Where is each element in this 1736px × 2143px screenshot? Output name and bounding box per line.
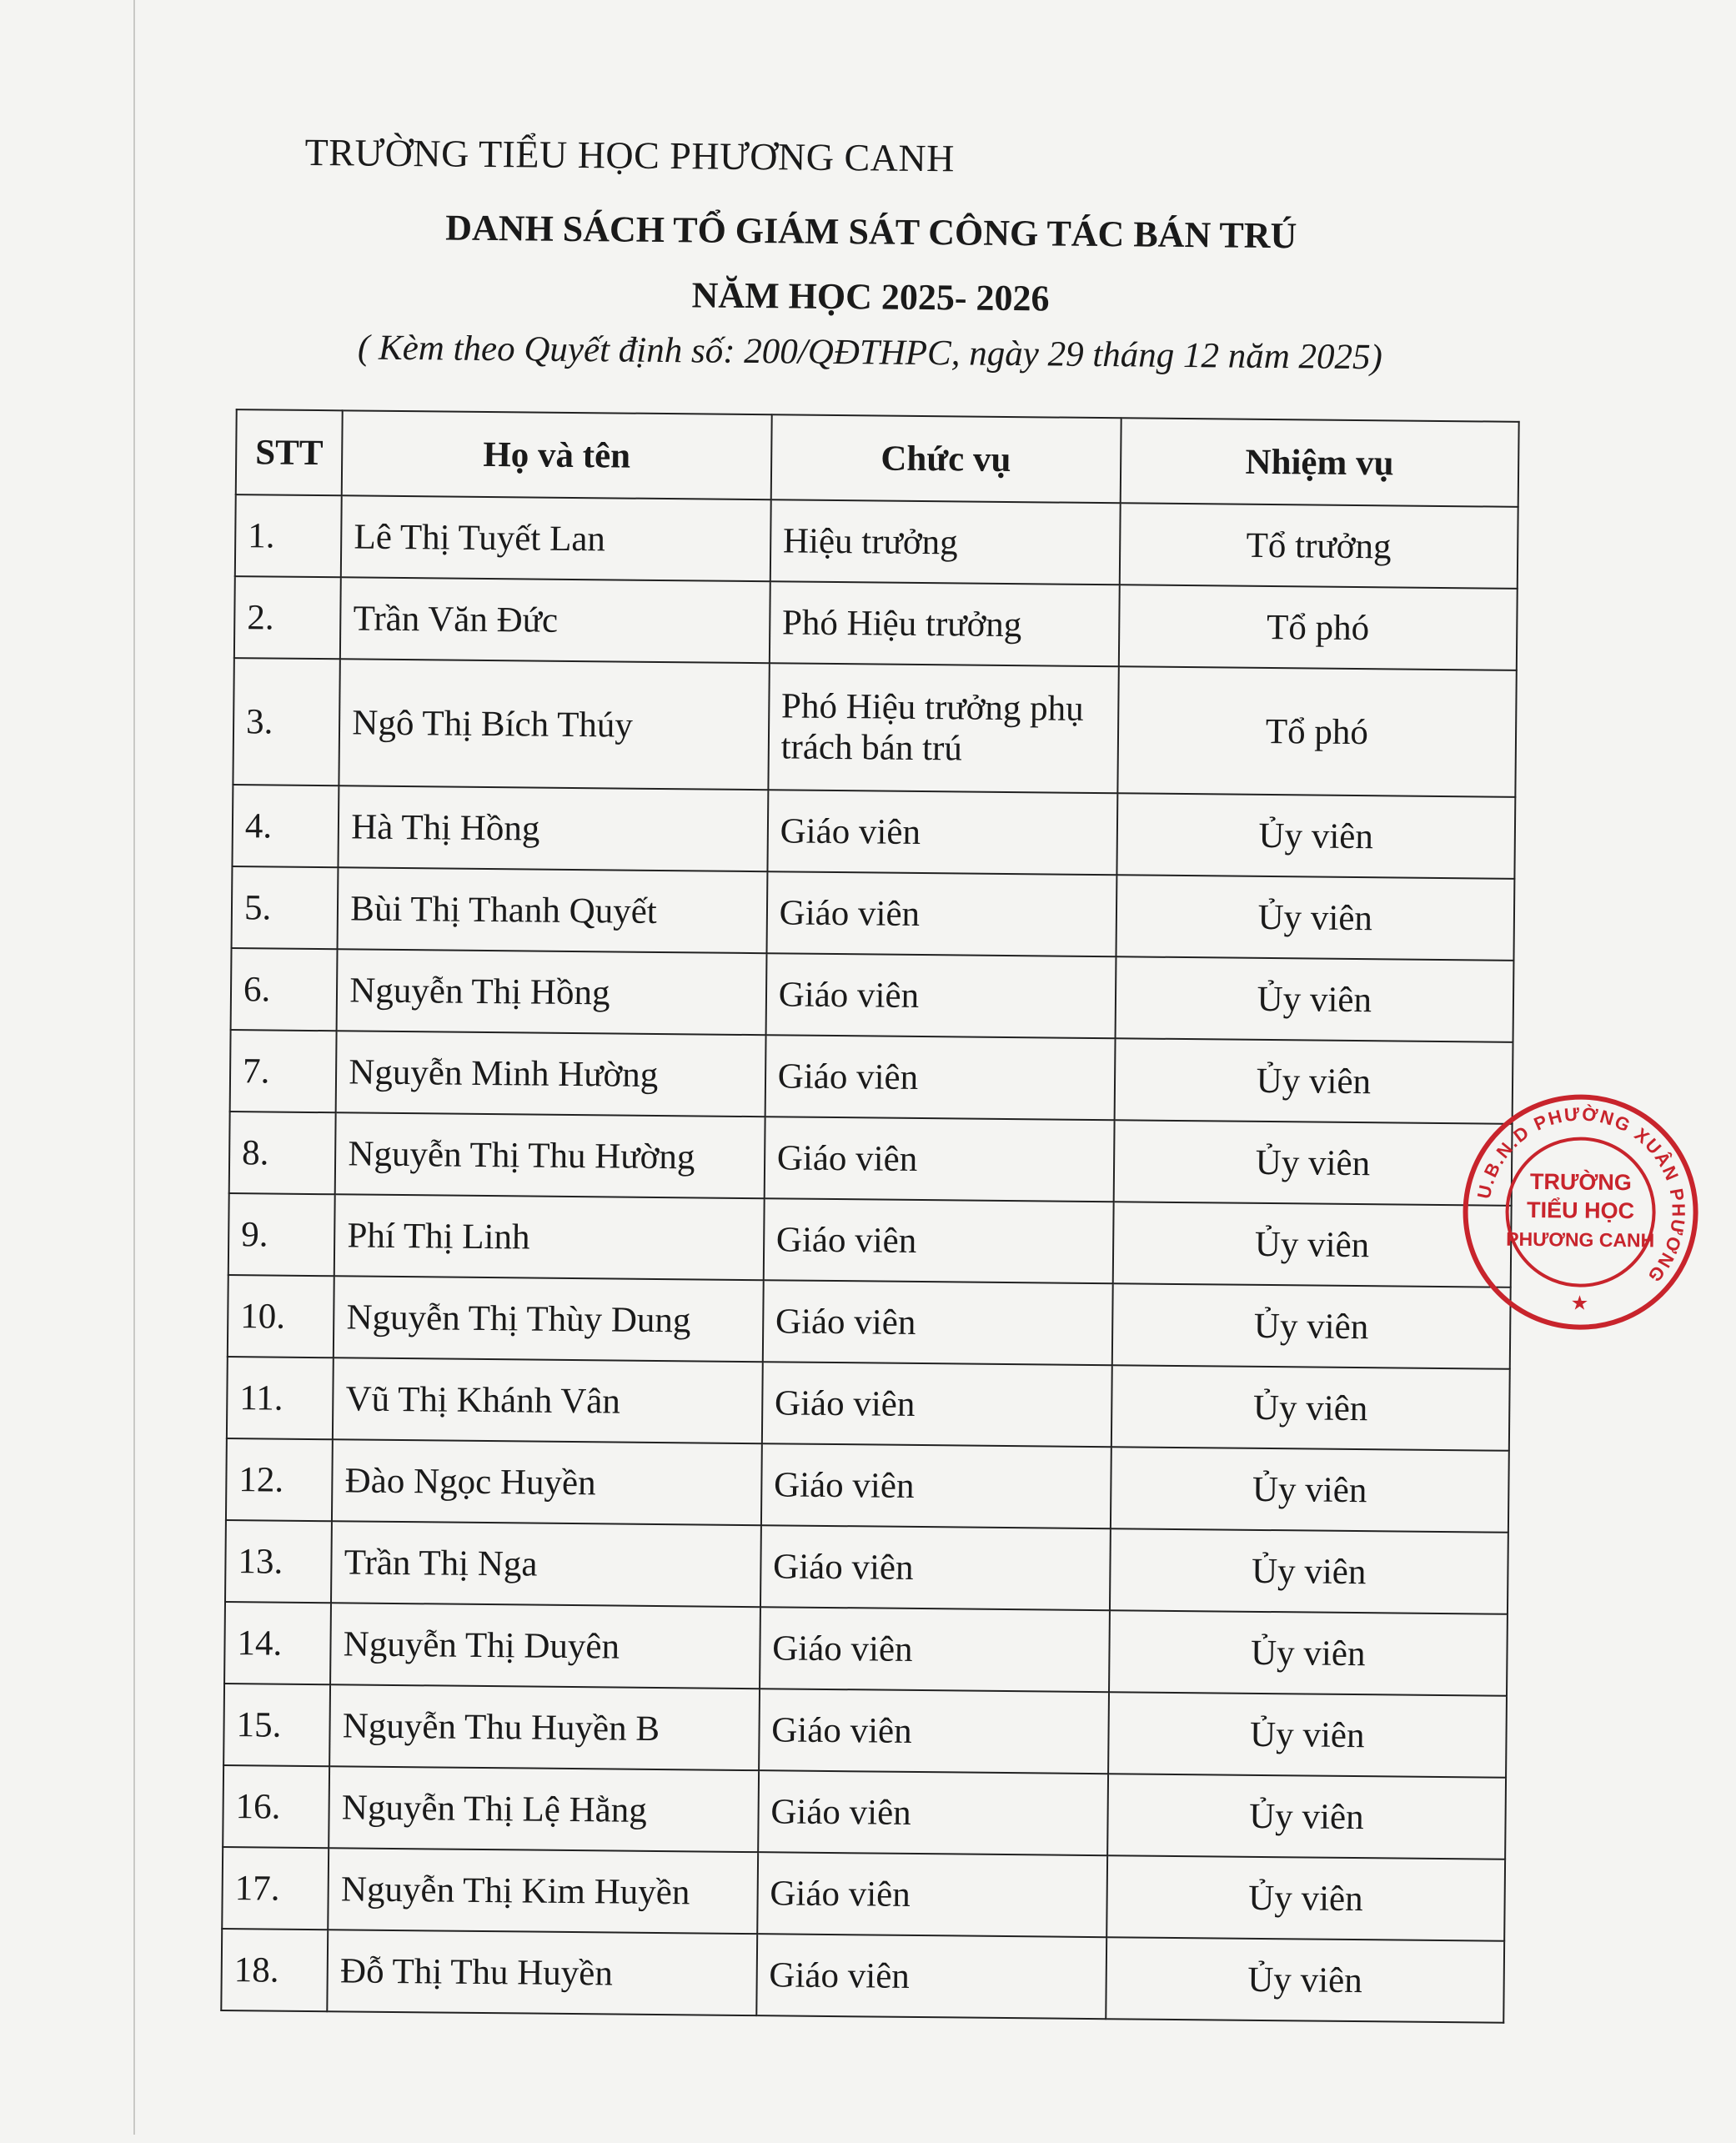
- table-row: [230, 1030, 1513, 1124]
- row-name: Nguyễn Minh Hường: [336, 1031, 765, 1117]
- document-title: DANH SÁCH TỔ GIÁM SÁT CÔNG TÁC BÁN TRÚ: [445, 207, 1297, 257]
- row-task: Ủy viên: [1111, 1365, 1510, 1451]
- row-task: Ủy viên: [1108, 1692, 1507, 1778]
- row-task: Ủy viên: [1107, 1774, 1506, 1859]
- row-name: Nguyễn Thị Thu Hường: [335, 1112, 765, 1198]
- row-position: Giáo viên: [760, 1607, 1110, 1692]
- row-stt: 12.: [226, 1438, 333, 1521]
- row-name: Đỗ Thị Thu Huyền: [328, 1930, 757, 2015]
- row-name: Ngô Thị Bích Thúy: [339, 659, 770, 790]
- table-row: [221, 1929, 1504, 2023]
- stamp-line-2: TIỂU HỌC: [1526, 1197, 1635, 1224]
- row-task: Ủy viên: [1111, 1283, 1510, 1369]
- row-position: Giáo viên: [758, 1770, 1108, 1855]
- row-task: Tổ trưởng: [1119, 503, 1518, 589]
- stamp-ring-text: U.B.N.D PHƯỜNG XUÂN PHƯƠNG: [1473, 1103, 1689, 1287]
- row-stt: 7.: [230, 1030, 337, 1112]
- table-row: [233, 658, 1516, 797]
- row-task: Ủy viên: [1112, 1202, 1511, 1287]
- row-position: Giáo viên: [765, 1035, 1115, 1120]
- row-task: Ủy viên: [1111, 1447, 1509, 1533]
- row-name: Hà Thị Hồng: [339, 785, 768, 871]
- row-stt: 8.: [229, 1112, 336, 1194]
- row-position: Phó Hiệu trưởng: [770, 581, 1120, 666]
- row-stt: 16.: [223, 1765, 329, 1848]
- svg-text:U.B.N.D PHƯỜNG XUÂN PHƯƠNG: [1473, 1102, 1690, 1287]
- row-task: Ủy viên: [1115, 956, 1513, 1042]
- stamp-line-3: PHƯƠNG CANH: [1506, 1227, 1655, 1252]
- decision-reference: ( Kèm theo Quyết định số: 200/QĐTHPC, ngày 29 tháng 12 năm 2025): [357, 328, 1383, 378]
- stamp-line-1: TRƯỜNG: [1529, 1169, 1633, 1196]
- row-name: Nguyễn Thị Hồng: [337, 949, 766, 1035]
- table-row: [227, 1357, 1510, 1451]
- table-row: [228, 1193, 1512, 1287]
- row-position: Giáo viên: [763, 1198, 1113, 1283]
- row-position: Giáo viên: [757, 1852, 1107, 1937]
- table-row: [228, 1275, 1511, 1369]
- row-task: Ủy viên: [1116, 875, 1514, 961]
- table-row: [223, 1684, 1507, 1778]
- row-position: Giáo viên: [759, 1689, 1109, 1774]
- row-stt: 18.: [221, 1929, 328, 2011]
- row-task: Ủy viên: [1109, 1610, 1508, 1696]
- row-stt: 10.: [228, 1275, 334, 1358]
- row-task: Ủy viên: [1110, 1528, 1508, 1614]
- header-position: Chức vụ: [770, 414, 1121, 503]
- school-year: NĂM HỌC 2025- 2026: [691, 274, 1050, 319]
- table-row: [224, 1602, 1508, 1696]
- row-stt: 9.: [228, 1193, 335, 1276]
- row-task: Ủy viên: [1113, 1120, 1512, 1206]
- row-name: Nguyễn Thị Kim Huyền: [329, 1848, 758, 1934]
- row-position: Giáo viên: [764, 1117, 1114, 1202]
- table-header-row: [236, 409, 1519, 507]
- table-row: [232, 785, 1515, 879]
- header-stt: STT: [236, 409, 343, 495]
- row-position: Giáo viên: [766, 871, 1116, 956]
- row-name: Trần Thị Nga: [331, 1521, 760, 1607]
- row-name: Lê Thị Tuyết Lan: [341, 495, 770, 581]
- row-stt: 14.: [224, 1602, 331, 1684]
- row-stt: 4.: [232, 785, 339, 867]
- table-row: [231, 948, 1514, 1042]
- row-name: Nguyễn Thị Lệ Hằng: [329, 1766, 758, 1852]
- row-name: Đào Ngọc Huyền: [332, 1439, 761, 1525]
- row-name: Nguyễn Thị Thùy Dung: [334, 1276, 763, 1362]
- row-name: Nguyễn Thu Huyền B: [329, 1684, 759, 1770]
- row-position: Giáo viên: [762, 1362, 1112, 1447]
- row-task: Tổ phó: [1118, 585, 1517, 670]
- row-name: Phí Thị Linh: [334, 1194, 764, 1280]
- row-task: Tổ phó: [1117, 666, 1517, 797]
- row-stt: 5.: [232, 866, 339, 949]
- header-name: Họ và tên: [342, 410, 771, 499]
- row-task: Ủy viên: [1106, 1855, 1505, 1941]
- row-stt: 17.: [222, 1847, 329, 1930]
- table-row: [234, 576, 1518, 670]
- table-row: [223, 1765, 1506, 1859]
- row-stt: 13.: [225, 1520, 332, 1603]
- table-row: [232, 866, 1515, 961]
- school-name: TRƯỜNG TIỂU HỌC PHƯƠNG CANH: [304, 130, 956, 180]
- table-row: [235, 494, 1518, 589]
- stamp-star-icon: ★: [1570, 1291, 1589, 1315]
- row-position: Giáo viên: [756, 1934, 1106, 2019]
- row-task: Ủy viên: [1106, 1937, 1504, 2023]
- row-position: Giáo viên: [767, 790, 1117, 875]
- row-position: Giáo viên: [765, 953, 1116, 1038]
- row-name: Nguyễn Thị Duyên: [330, 1603, 760, 1689]
- header-task: Nhiệm vụ: [1120, 418, 1518, 507]
- row-stt: 6.: [231, 948, 338, 1031]
- row-stt: 3.: [233, 658, 340, 785]
- row-position: Giáo viên: [760, 1525, 1111, 1610]
- table-row: [222, 1847, 1505, 1941]
- table-row: [225, 1520, 1508, 1614]
- table-row: [226, 1438, 1509, 1533]
- table-row: [229, 1112, 1513, 1206]
- row-position: Hiệu trưởng: [770, 499, 1120, 585]
- row-position: Phó Hiệu trưởng phụ trách bán trú: [768, 663, 1118, 793]
- row-stt: 11.: [227, 1357, 334, 1439]
- row-stt: 2.: [234, 576, 341, 659]
- row-name: Vũ Thị Khánh Vân: [333, 1358, 762, 1443]
- member-table: [220, 409, 1519, 2024]
- row-task: Ủy viên: [1116, 793, 1515, 879]
- row-stt: 1.: [235, 494, 342, 577]
- school-seal-stamp: [1458, 1090, 1703, 1334]
- row-stt: 15.: [223, 1684, 330, 1766]
- row-name: Bùi Thị Thanh Quyết: [338, 867, 767, 953]
- row-task: Ủy viên: [1114, 1038, 1513, 1124]
- row-name: Trần Văn Đức: [340, 577, 770, 663]
- row-position: Giáo viên: [761, 1443, 1111, 1528]
- row-position: Giáo viên: [763, 1280, 1113, 1365]
